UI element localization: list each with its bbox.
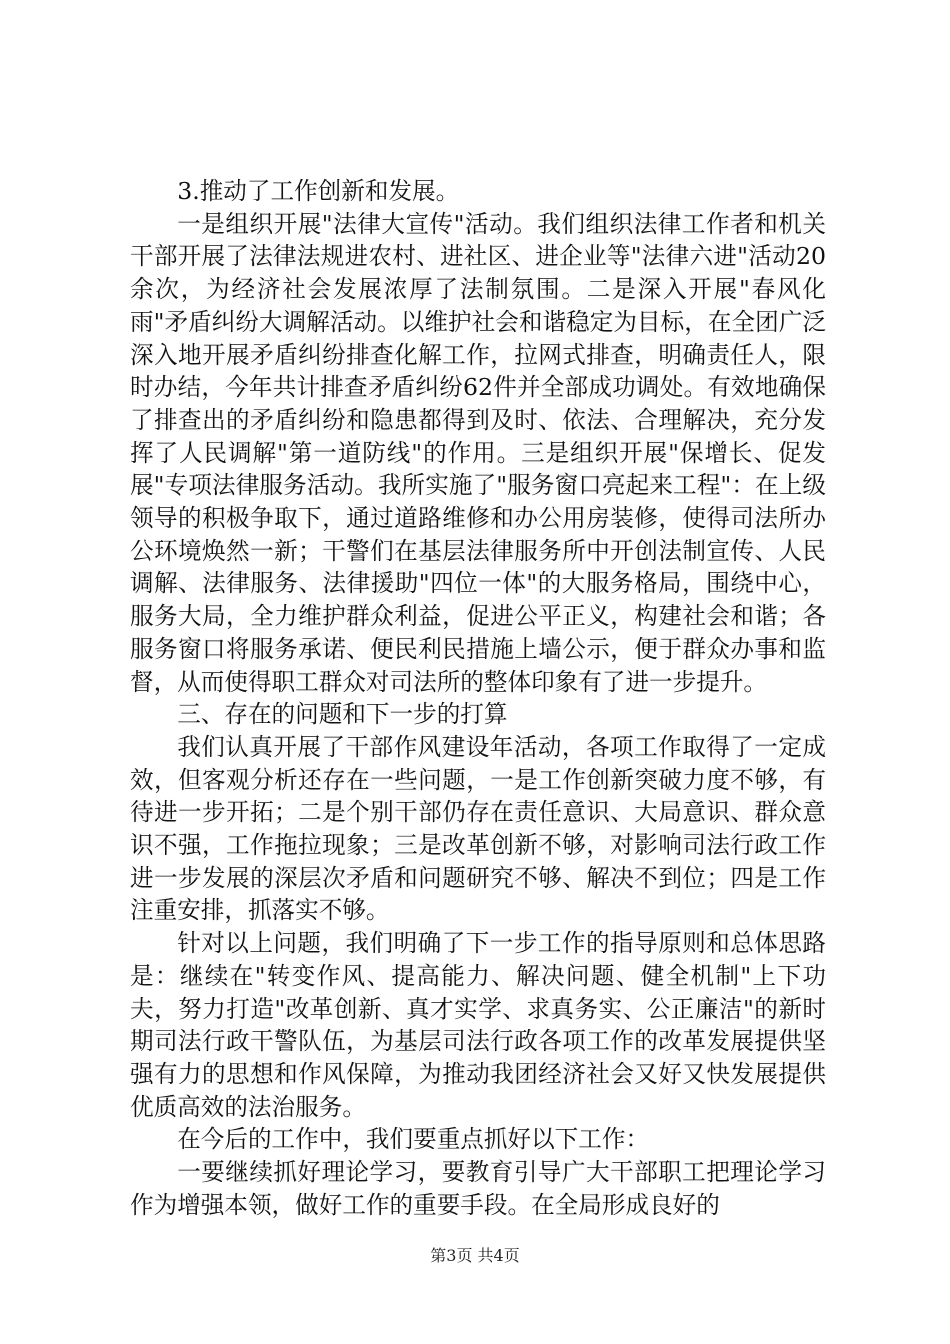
paragraph-next-steps: 针对以上问题，我们明确了下一步工作的指导原则和总体思路是：继续在"转变作风、提高能力、解决问题、健全机制"上下功夫，努力打造"改革创新、真才实学、求真务实、公正廉洁"的新时期司法行政干警队伍，为基层司法行政各项工作的改革发展提供坚强有力的思想和作风保障，为推动我团经济社会又好又快发展提供优质高效的法治服务。	[130, 929, 826, 1121]
paragraph-theory-study: 一要继续抓好理论学习，要教育引导广大干部职工把理论学习作为增强本领，做好工作的重要手段。在全局形成良好的	[130, 1158, 826, 1219]
document-body	[130, 175, 826, 1222]
paragraph-heading-3: 3.推动了工作创新和发展。	[177, 177, 460, 205]
page-footer: 第3页 共4页	[430, 1246, 520, 1265]
paragraph-key-work: 在今后的工作中，我们要重点抓好以下工作：	[177, 1125, 650, 1154]
paragraph-activities: 一是组织开展"法律大宣传"活动。我们组织法律工作者和机关干部开展了法律法规进农村、进社区、进企业等"法律六进"活动20余次，为经济社会发展浓厚了法制氛围。二是深入开展"春风化雨"矛盾纠纷大调解活动。以维护社会和谐稳定为目标，在全团广泛深入地开展矛盾纠纷排查化解工作，拉网式排查，明确责任人，限时办结，今年共计排查矛盾纠纷62件并全部成功调处。有效地确保了排查出的矛盾纠纷和隐患都得到及时、依法、合理解决，充分发挥了人民调解"第一道防线"的作用。三是组织开展"保增长、促发展"专项法律服务活动。我所实施了"服务窗口亮起来工程"：在上级领导的积极争取下，通过道路维修和办公用房装修，使得司法所办公环境焕然一新；干警们在基层法律服务所中开创法制宣传、人民调解、法律服务、法律援助"四位一体"的大服务格局，围绕中心，服务大局，全力维护群众利益，促进公平正义，构建社会和谐；各服务窗口将服务承诺、便民利民措施上墙公示，便于群众办事和监督，从而使得职工群众对司法所的整体印象有了进一步提升。	[130, 209, 826, 696]
paragraph-problems: 我们认真开展了干部作风建设年活动，各项工作取得了一定成效，但客观分析还存在一些问题，一是工作创新突破力度不够，有待进一步开拓；二是个别干部仍存在责任意识、大局意识、群众意识不强，工作拖拉现象；三是改革创新不够，对影响司法行政工作进一步发展的深层次矛盾和问题研究不够、解决不到位；四是工作注重安排，抓落实不够。	[130, 732, 826, 925]
section-heading-problems: 三、存在的问题和下一步的打算	[177, 700, 508, 729]
